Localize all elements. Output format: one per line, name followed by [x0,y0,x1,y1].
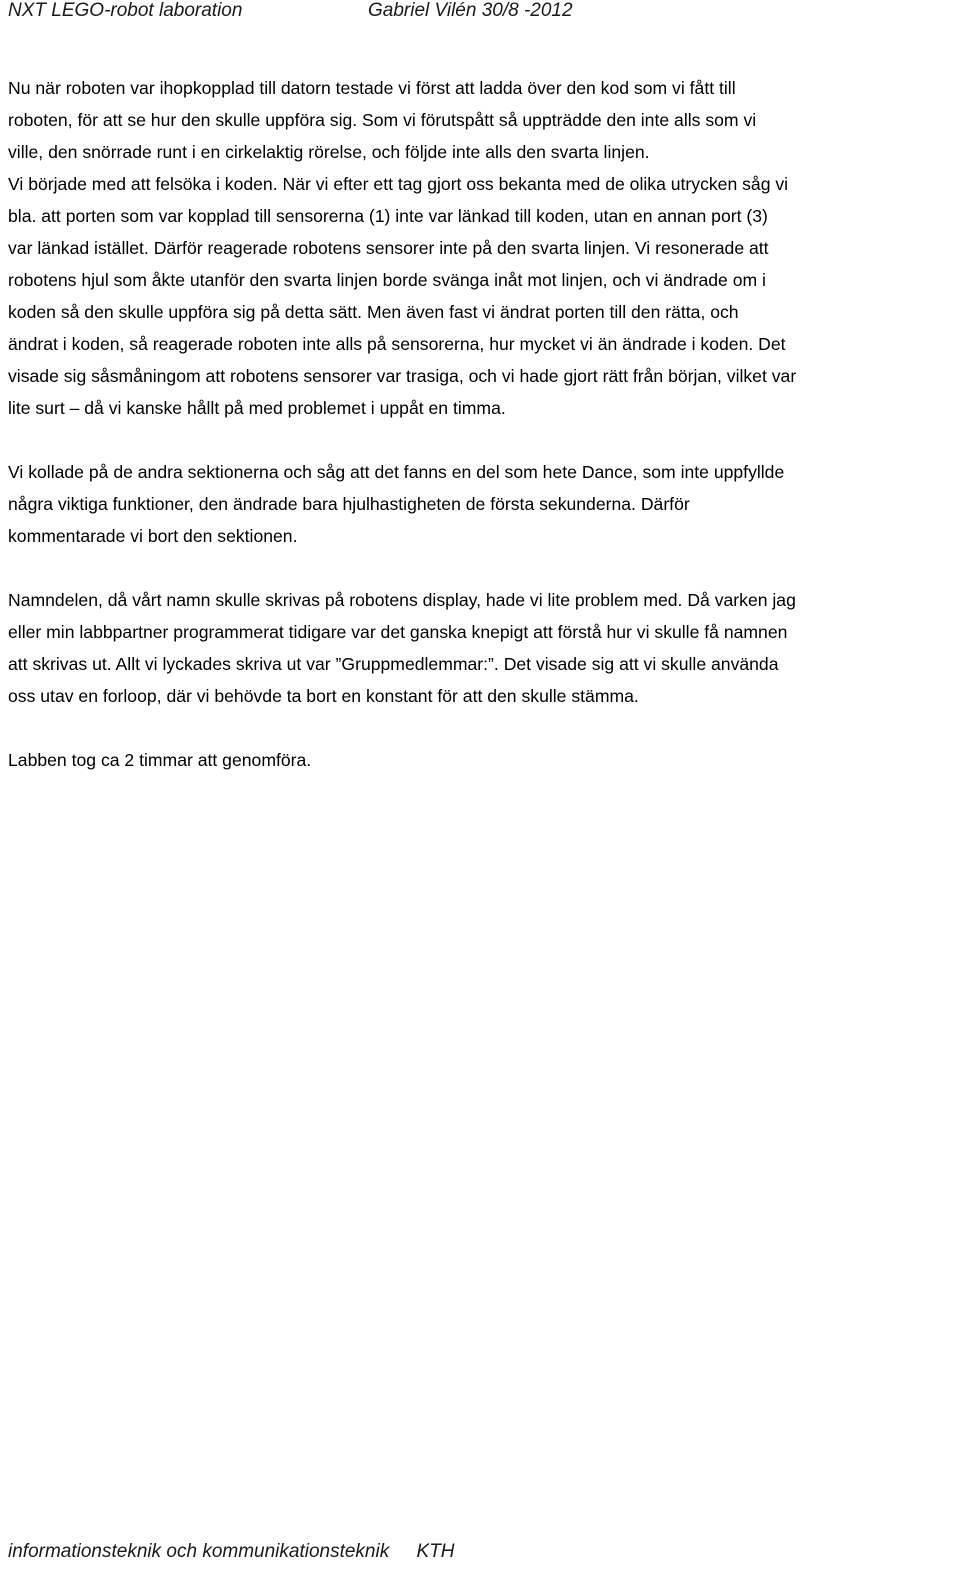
paragraph-line: bla. att porten som var kopplad till sensorerna (1) inte var länkad till koden, utan en annan port (3) [8,206,768,226]
paragraph-1 [8,72,954,424]
paragraph-line: roboten, för att se hur den skulle uppföra sig. Som vi förutspått så uppträdde den inte alls som vi [8,110,757,130]
paragraph-line: ville, den snörrade runt i en cirkelaktig rörelse, och följde inte alls den svarta linjen. [8,142,650,162]
page-header [8,0,948,26]
body-text [8,72,954,808]
header-author-date: Gabriel Vilén 30/8 -2012 [368,0,573,21]
header-title: NXT LEGO-robot laboration [8,0,243,21]
paragraph-line: ändrat i koden, så reagerade roboten inte alls på sensorerna, hur mycket vi än ändrade i koden. Det [8,334,786,354]
paragraph-line: att skrivas ut. Allt vi lyckades skriva ut var ”Gruppmedlemmar:”. Det visade sig att vi skulle använda [8,654,779,674]
paragraph-line: visade sig såsmåningom att robotens sensorer var trasiga, och vi hade gjort rätt från början, vilket var [8,366,797,386]
footer-school: KTH [416,1541,455,1562]
paragraph-line: var länkad istället. Därför reagerade robotens sensorer inte på den svarta linjen. Vi resonerade att [8,238,769,258]
paragraph-line: Nu när roboten var ihopkopplad till datorn testade vi först att ladda över den kod som vi fått till [8,78,736,98]
page-footer [8,1541,455,1563]
paragraph-line: lite surt – då vi kanske hållt på med problemet i uppåt en timma. [8,398,506,418]
paragraph-3 [8,584,954,712]
paragraph-line: Vi började med att felsöka i koden. När vi efter ett tag gjort oss bekanta med de olika utrycken såg vi [8,174,789,194]
paragraph-4 [8,744,954,776]
paragraph-line: kommentarade vi bort den sektionen. [8,526,298,546]
paragraph-line: koden så den skulle uppföra sig på detta sätt. Men även fast vi ändrat porten till den rätta, och [8,302,739,322]
paragraph-line: Labben tog ca 2 timmar att genomföra. [8,750,312,770]
paragraph-line: Vi kollade på de andra sektionerna och såg att det fanns en del som hete Dance, som inte uppfyllde [8,462,785,482]
paragraph-line: robotens hjul som åkte utanför den svarta linjen borde svänga inåt mot linjen, och vi ändrade om i [8,270,766,290]
paragraph-line: oss utav en forloop, där vi behövde ta bort en konstant för att den skulle stämma. [8,686,639,706]
paragraph-2 [8,456,954,552]
paragraph-line: några viktiga funktioner, den ändrade bara hjulhastigheten de första sekunderna. Därför [8,494,690,514]
footer-department: informationsteknik och kommunikationsteknik [8,1541,390,1562]
paragraph-line: eller min labbpartner programmerat tidigare var det ganska knepigt att förstå hur vi skulle få namnen [8,622,788,642]
paragraph-line: Namndelen, då vårt namn skulle skrivas på robotens display, hade vi lite problem med. Då varken jag [8,590,796,610]
